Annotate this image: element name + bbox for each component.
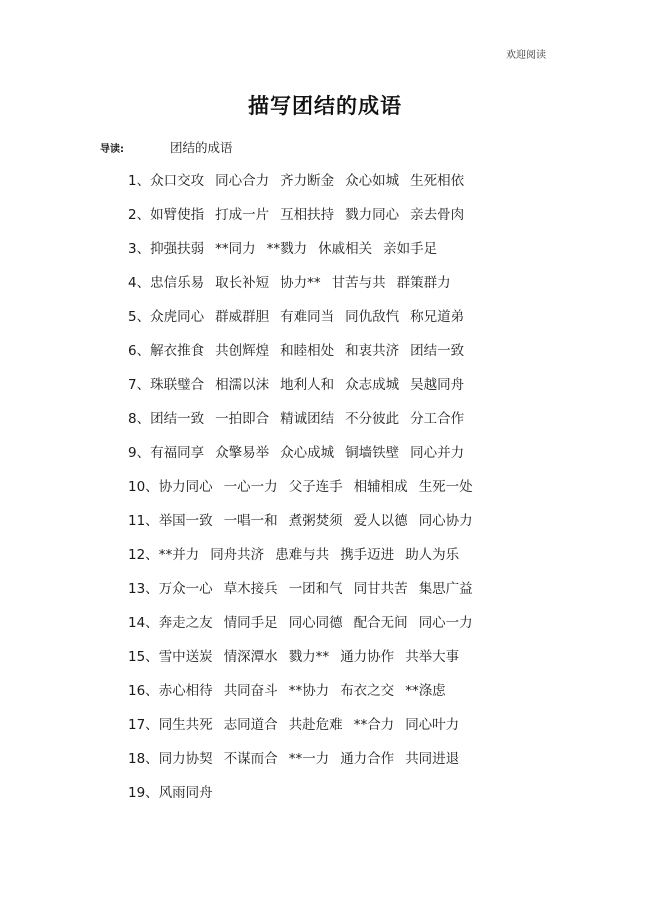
list-item [128, 714, 473, 748]
idiom-phrase: **协力 [288, 683, 330, 699]
idiom-phrase: 万众一心 [158, 581, 213, 597]
idiom-phrase: 不分彼此 [345, 411, 400, 427]
page-title: 描写团结的成语 [248, 94, 402, 118]
idiom-phrase: 通力协作 [340, 649, 395, 665]
idiom-phrase: 取长补短 [215, 275, 270, 291]
idiom-phrase: 众擎易举 [215, 445, 270, 461]
list-item [128, 544, 473, 578]
list-item-index: 18、 [128, 751, 159, 767]
list-item-index: 8、 [128, 411, 151, 427]
list-item [128, 170, 473, 204]
idiom-phrase: 和睦相处 [280, 343, 335, 359]
idiom-phrase: 共赴危难 [288, 717, 343, 733]
idiom-phrase: 抑强扶弱 [150, 241, 205, 257]
list-item [128, 442, 473, 476]
list-item-index: 4、 [128, 275, 151, 291]
idiom-phrase: 分工合作 [410, 411, 465, 427]
list-item-index: 19、 [128, 785, 159, 801]
idiom-phrase: 相辅相成 [353, 479, 408, 495]
idiom-phrase: 风雨同舟 [158, 785, 213, 801]
list-item [128, 782, 473, 816]
idiom-phrase: **戮力 [266, 241, 308, 257]
list-item [128, 272, 473, 306]
idiom-phrase: 生死相依 [410, 173, 465, 189]
idiom-phrase: **同力 [215, 241, 256, 257]
list-item [128, 374, 473, 408]
idiom-phrase: 同甘共苦 [353, 581, 408, 597]
idiom-phrase: 爱人以德 [353, 513, 408, 529]
idiom-phrase: 地利人和 [280, 377, 335, 393]
idiom-phrase: 共创辉煌 [215, 343, 270, 359]
idiom-phrase: 同心合力 [215, 173, 270, 189]
idiom-phrase: 奔走之友 [158, 615, 213, 631]
list-item-index: 3、 [128, 241, 151, 257]
list-item-index: 14、 [128, 615, 159, 631]
idiom-phrase: 休戚相关 [318, 241, 373, 257]
guide-text: 团结的成语 [170, 140, 233, 155]
idiom-phrase: 配合无间 [353, 615, 408, 631]
idiom-phrase: 众志成城 [345, 377, 400, 393]
idiom-phrase: 同心同德 [288, 615, 343, 631]
idiom-phrase: 众口交攻 [150, 173, 205, 189]
idiom-phrase: 同心并力 [410, 445, 465, 461]
list-item-index: 15、 [128, 649, 159, 665]
idiom-phrase: 同心协力 [418, 513, 473, 529]
list-item-index: 1、 [128, 173, 151, 189]
guide-line [100, 138, 233, 156]
idiom-phrase: 父子连手 [288, 479, 343, 495]
list-item [128, 680, 473, 714]
idiom-phrase: 同力协契 [158, 751, 213, 767]
idiom-phrase: 有难同当 [280, 309, 335, 325]
list-item-index: 6、 [128, 343, 151, 359]
idiom-phrase: 众虎同心 [150, 309, 205, 325]
idiom-phrase: 珠联璧合 [150, 377, 205, 393]
idiom-phrase: **一力 [288, 751, 330, 767]
idiom-phrase: 戮力同心 [345, 207, 400, 223]
idiom-phrase: 集思广益 [418, 581, 473, 597]
list-item-index: 11、 [128, 513, 159, 529]
idiom-phrase: 同生共死 [158, 717, 213, 733]
list-item-index: 9、 [128, 445, 151, 461]
list-item-index: 13、 [128, 581, 159, 597]
idiom-phrase: 解衣推食 [150, 343, 205, 359]
idiom-phrase: 称兄道弟 [410, 309, 465, 325]
idiom-phrase: 众心成城 [280, 445, 335, 461]
idiom-phrase: **涤虑 [405, 683, 446, 699]
idiom-phrase: 举国一致 [158, 513, 213, 529]
list-item-index: 16、 [128, 683, 159, 699]
idiom-phrase: 铜墙铁壁 [345, 445, 400, 461]
list-item [128, 238, 473, 272]
list-item-index: 10、 [128, 479, 159, 495]
idiom-phrase: 志同道合 [223, 717, 278, 733]
list-item [128, 612, 473, 646]
idiom-phrase: 团结一致 [410, 343, 465, 359]
list-item-index: 2、 [128, 207, 151, 223]
idiom-phrase: 草木接兵 [223, 581, 278, 597]
idiom-phrase: 群策群力 [396, 275, 451, 291]
guide-label: 导读: [100, 144, 124, 155]
header-note: 欢迎阅读 [506, 50, 546, 61]
idiom-phrase: 群威群胆 [215, 309, 270, 325]
idiom-phrase: 互相扶持 [280, 207, 335, 223]
idiom-phrase: 和衷共济 [345, 343, 400, 359]
idiom-phrase: 戮力** [288, 649, 330, 665]
list-item-index: 7、 [128, 377, 151, 393]
idiom-phrase: 携手迈进 [340, 547, 395, 563]
idiom-phrase: 共举大事 [405, 649, 460, 665]
list-item [128, 578, 473, 612]
idiom-phrase: 忠信乐易 [150, 275, 205, 291]
list-item [128, 408, 473, 442]
idiom-phrase: 患难与共 [275, 547, 330, 563]
list-item [128, 340, 473, 374]
idiom-phrase: 共同进退 [405, 751, 460, 767]
idiom-phrase: 情同手足 [223, 615, 278, 631]
idiom-phrase: 吴越同舟 [410, 377, 465, 393]
list-item [128, 510, 473, 544]
idiom-phrase: 协力** [280, 275, 321, 291]
idiom-list [128, 170, 473, 816]
idiom-phrase: 一唱一和 [223, 513, 278, 529]
idiom-phrase: 同心叶力 [405, 717, 460, 733]
idiom-phrase: 一团和气 [288, 581, 343, 597]
list-item [128, 646, 473, 680]
list-item [128, 204, 473, 238]
idiom-phrase: 同仇敌忾 [345, 309, 400, 325]
list-item-index: 5、 [128, 309, 151, 325]
idiom-phrase: 布衣之交 [340, 683, 395, 699]
idiom-phrase: 一拍即合 [215, 411, 270, 427]
idiom-phrase: 团结一致 [150, 411, 205, 427]
idiom-phrase: 雪中送炭 [158, 649, 213, 665]
idiom-phrase: **合力 [353, 717, 395, 733]
idiom-phrase: 打成一片 [215, 207, 270, 223]
idiom-phrase: 不谋而合 [223, 751, 278, 767]
idiom-phrase: 生死一处 [418, 479, 473, 495]
idiom-phrase: 相濡以沫 [215, 377, 270, 393]
idiom-phrase: **并力 [158, 547, 200, 563]
idiom-phrase: 精诚团结 [280, 411, 335, 427]
list-item [128, 306, 473, 340]
idiom-phrase: 煮粥焚须 [288, 513, 343, 529]
idiom-phrase: 赤心相待 [158, 683, 213, 699]
list-item-index: 17、 [128, 717, 159, 733]
idiom-phrase: 亲去骨肉 [410, 207, 465, 223]
idiom-phrase: 同舟共济 [210, 547, 265, 563]
idiom-phrase: 有福同享 [150, 445, 205, 461]
idiom-phrase: 甘苦与共 [331, 275, 386, 291]
idiom-phrase: 共同奋斗 [223, 683, 278, 699]
idiom-phrase: 众心如城 [345, 173, 400, 189]
idiom-phrase: 情深潭水 [223, 649, 278, 665]
idiom-phrase: 协力同心 [158, 479, 213, 495]
list-item [128, 476, 473, 510]
idiom-phrase: 齐力断金 [280, 173, 335, 189]
list-item [128, 748, 473, 782]
list-item-index: 12、 [128, 547, 159, 563]
idiom-phrase: 如臂使指 [150, 207, 205, 223]
idiom-phrase: 通力合作 [340, 751, 395, 767]
idiom-phrase: 同心一力 [418, 615, 473, 631]
idiom-phrase: 一心一力 [223, 479, 278, 495]
idiom-phrase: 亲如手足 [383, 241, 438, 257]
idiom-phrase: 助人为乐 [405, 547, 460, 563]
